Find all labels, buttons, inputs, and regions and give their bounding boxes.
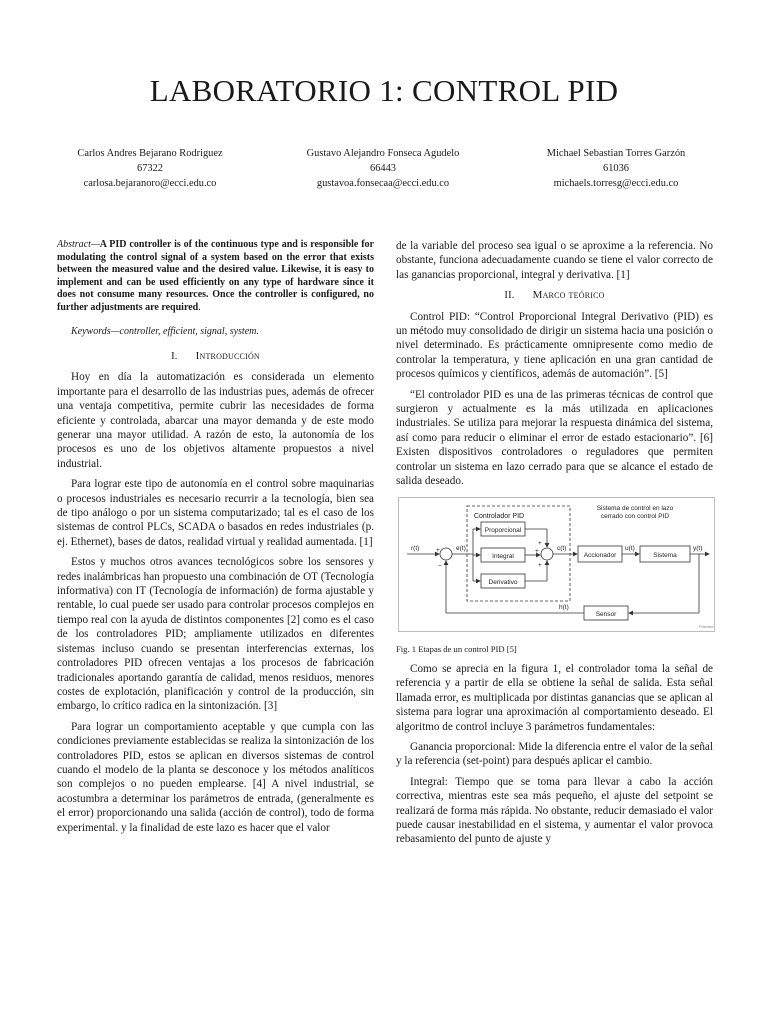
diagram-credit: Pdexiton [699,623,714,629]
diagram-title-line2: cerrado con control PID [600,512,670,520]
signal-e: e(t) [456,544,466,552]
section-heading-marco [396,288,713,303]
section-title: Introducción [195,349,260,362]
paragraph: “El controlador PID es una de las primeras técnicas de control que surgieron y actualmente es la más utilizada en aplicaciones industriales. Se utiliza para mejorar la respuesta dinámica del sistema, así como para reducir o eliminar el error de estado estacionario”. [6] Existen dispositivos controladores o reguladores que permiten controlar un sistema en lazo cerrado para que se alcance el estado de salida deseado. [396,388,713,488]
paragraph: Control PID: “Control Proporcional Integral Derivativo (PID) es un método muy consolidado de dirigir un sistema hacia una posición o nivel determinado. Es prácticamente omnipresente como medio de controlar la temperatura, y tiene aplicación en una gran cantidad de procesos químicos y científicos, además de automación”. [5] [396,310,713,381]
section-number: II. [504,290,515,302]
author-3 [496,146,736,191]
paragraph: Integral: Tiempo que se toma para llevar a cabo la acción correctiva, mientras este sea más pequeño, el ajuste del setpoint se realizará de forma más rápida. No obstante, reducir demasiado el valor puede causar inestabilidad en el sistema, y aumentar el valor provoca rebasamiento del punto de ajuste y [396,775,713,846]
figure-caption: Fig. 1 Etapas de un control PID [5] [396,643,517,654]
abstract-label: Abstract— [57,239,100,250]
author-id: 67322 [137,163,163,174]
sign-plus-4: + [538,561,542,569]
paragraph: Estos y muchos otros avances tecnológicos sobre los sensores y redes inalámbricas han propuesto una combinación de OT (Tecnología informativa) con IT (Tecnología de información) de forma ajustable y rentable, lo cual puede ser usado para controlar procesos complejos en tiempo real con la ayuda de distintos componentes [2] como es el caso de los controladores PID; ampliamente utilizados en diferentes sistemas incluso cuando se presentan interferencias externas, los controladores PID ofrecen ventajas a los procesos de fabricación tradicionales aportando garantía de calidad, menos residuos, menores costes de explotación, planificación y control de la producción, sin embargo, lo crítico radica en la sintonización. [3] [57,556,374,713]
author-email: carlosa.bejaranoro@ecci.edu.co [83,178,217,189]
signal-u: u(t) [625,544,635,552]
signal-y: y(t) [693,544,703,552]
author-2 [263,146,503,191]
author-name: Gustavo Alejandro Fonseca Agudelo [306,148,460,159]
pid-block-diagram [399,498,714,631]
derivative-label: Derivativo [488,578,518,586]
author-id: 66443 [370,163,396,174]
author-name: Carlos Andres Bejarano Rodriguez [77,148,223,159]
abstract-text: A PID controller is of the continuous type and is responsible for modulating the control signal of a system based on the error that exists between the measured value and the desired value. Likewise, it is easy to implement and can be used efficiently on any type of hardware since it does not consume many resources. Once the controller is configured, no further adjustments are required [57,239,374,313]
author-email: michaels.torresg@ecci.edu.co [553,178,679,189]
section-heading-intro [57,349,374,364]
sign-minus-1: − [438,562,442,570]
left-column [57,239,374,841]
paper-title: LABORATORIO 1: CONTROL PID [149,73,619,108]
author-id: 61036 [603,163,629,174]
paragraph: Ganancia proporcional: Mide la diferencia entre el valor de la señal y la referencia (set-point) para después aplicar el cambio. [396,740,713,768]
paragraph: Para lograr un comportamiento aceptable y que cumpla con las condiciones previamente establecidas se realiza la sintonización de los controladores PID, estos se aplican en diversos sistemas de control cuando el modelo de la planta se desconoce y los métodos analíticos son complejos o no pueden emplearse. [4] A nivel industrial, se acostumbra a determinar los parámetros de entrada, (generalmente es el error) proporcionando una salida (acción de control), todo de forma experimental. y la finalidad de este lazo es hacer que el valor [57,720,374,834]
abstract [57,239,374,315]
diagram-title-line1: Sistema de control en lazo [596,504,674,512]
sign-plus-2: + [538,539,542,547]
right-column [396,239,713,853]
controller-label: Controlador PID [473,512,525,520]
section-title: Marco teórico [532,289,605,302]
paragraph: de la variable del proceso sea igual o se aproxime a la referencia. No obstante, funciona adecuadamente cuando se tiene el valor correcto de las ganancias proporcional, integral y derivativa. [1] [396,240,713,281]
sensor-label: Sensor [595,610,617,618]
section-number: I. [171,350,178,362]
signal-c: c(t) [557,544,567,552]
proportional-label: Proporcional [484,526,522,534]
integral-label: Integral [492,552,514,560]
author-name: Michael Sebastian Torres Garzón [546,148,686,159]
controller-boundary [467,506,570,601]
signal-r: r(t) [411,544,420,552]
paragraph: Como se aprecia en la figura 1, el controlador toma la señal de referencia y a partir de ella se obtiene la señal de salida. Esta señal llamada error, es multiplicada por distintas ganancias que se aplican al sistema para lograr una aproximación al comportamiento deseado. El algoritmo de control incluye 3 parámetros fundamentales: [396,662,713,733]
author-1 [30,146,270,191]
author-email: gustavoa.fonsecaa@ecci.edu.co [316,178,450,189]
pid-diagram-figure [398,497,715,632]
paragraph: Hoy en día la automatización es considerada un elemento importante para el desarrollo de las industrias pues, además de ofrecer una ventaja competitiva, permite cubrir las necesidades de forma eficiente y controlada, abarcar una mayor demanda y de este modo generar una mayor utilidad. A razón de esto, la autonomía de los procesos es uno de los objetivos altamente propuestos a nivel industrial. [57,371,374,470]
sign-plus-3: + [535,547,539,555]
sign-plus-1: + [436,546,440,554]
abstract-end: . [198,301,201,313]
keywords: Keywords—controller, efficient, signal, system. [71,325,259,337]
summing-junction-2 [541,548,553,560]
system-label: Sistema [653,551,677,559]
paragraph: Para lograr este tipo de autonomía en el control sobre maquinarias o procesos industriales es necesario recurrir a la tecnología, bien sea de tipo análogo o por un sistema computarizado; tal es el caso de los sistemas de control PLCs, SCADA o basados en redes industriales (p. ej. Ethernet), bases de datos, realidad virtual y realidad aumentada. [1] [57,478,374,548]
actuator-label: Accionador [583,551,617,559]
signal-h: h(t) [559,603,569,611]
summing-junction-1 [440,548,452,560]
